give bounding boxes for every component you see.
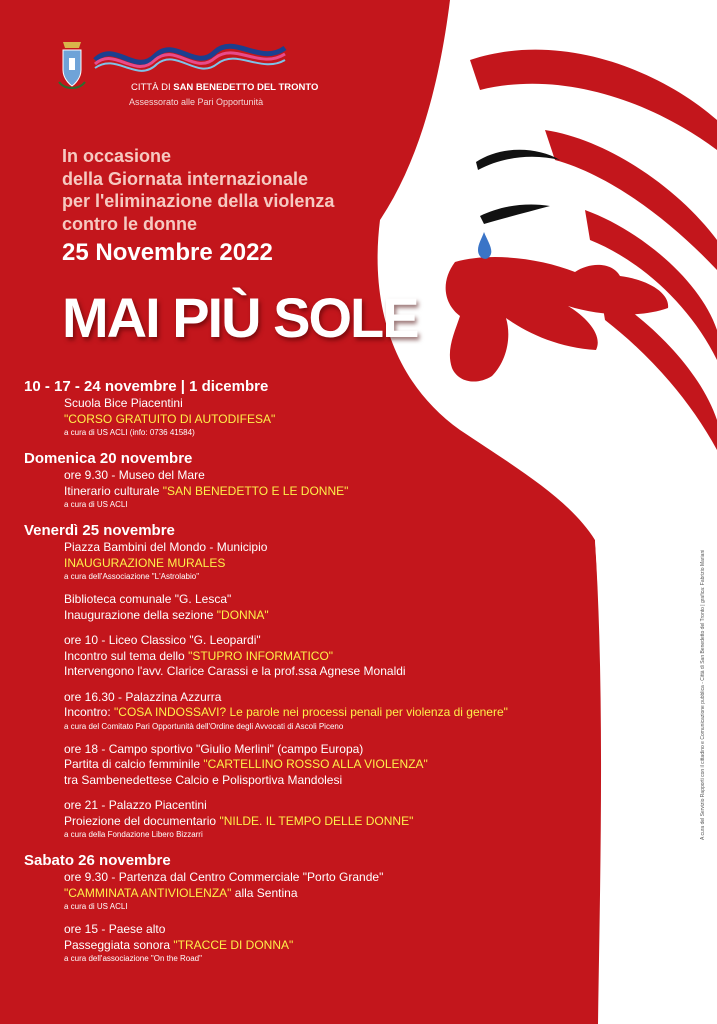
event-desc: Passeggiata sonora — [64, 937, 171, 952]
coat-of-arms-icon — [59, 42, 85, 88]
city-prefix: CITTÀ DI — [131, 82, 171, 93]
event-extra: tra Sambenedettese Calcio e Polisportiva Mandolesi — [64, 772, 343, 787]
event-credit: a cura di US ACLI — [64, 902, 128, 911]
event-credit: a cura dell'Associazione "L'Astrolabio" — [64, 572, 200, 581]
event-place: ore 18 - Campo sportivo "Giulio Merlini" (campo Europa) — [64, 741, 364, 756]
event-place: ore 21 - Palazzo Piacentini — [64, 798, 207, 812]
event-description — [64, 814, 544, 830]
event-highlight: "DONNA" — [216, 607, 269, 622]
event-place: ore 15 - Paese alto — [64, 922, 166, 936]
event-desc: Partita di calcio femminile — [64, 757, 201, 771]
event-highlight: "TRACCE DI DONNA" — [173, 937, 294, 952]
day-events — [24, 540, 544, 840]
event-highlight: "NILDE. IL TEMPO DELLE DONNE" — [219, 813, 414, 828]
event-description — [64, 886, 544, 902]
day-events — [24, 870, 544, 964]
event-description — [64, 608, 544, 624]
event-highlight: "CORSO GRATUITO DI AUTODIFESA" — [64, 411, 276, 426]
city-name — [131, 82, 318, 93]
event-highlight: "COSA INDOSSAVI? Le parole nei processi penali per violenza di genere" — [114, 705, 508, 719]
event-highlight: "STUPRO INFORMATICO" — [188, 648, 334, 663]
event-description — [64, 938, 544, 954]
event-extra: Intervengono l'avv. Clarice Carassi e la prof.ssa Agnese Monaldi — [64, 664, 406, 678]
intro-line: della Giornata internazionale — [62, 168, 309, 189]
event-credit: a cura del Comitato Pari Opportunità dell'Ordine degli Avvocati di Ascoli Piceno — [64, 721, 344, 731]
event-place: ore 10 - Liceo Classico "G. Leopardi" — [64, 633, 261, 647]
day-events — [24, 396, 544, 438]
event-desc: Inaugurazione della sezione — [64, 607, 214, 622]
event-place: Piazza Bambini del Mondo - Municipio — [64, 540, 268, 554]
event-after: alla Sentina — [234, 885, 298, 900]
wave-logo-icon — [95, 46, 285, 71]
intro-line: In occasione — [62, 146, 172, 166]
event-highlight: "CAMMINATA ANTIVIOLENZA" — [64, 885, 232, 900]
event-description — [64, 484, 544, 500]
event-credit: a cura della Fondazione Libero Bizzarri — [64, 830, 203, 839]
event-description — [64, 757, 544, 773]
event-date: 25 Novembre 2022 — [62, 239, 273, 266]
office-name: Assessorato alle Pari Opportunità — [129, 97, 264, 107]
event-highlight: INAUGURAZIONE MURALES — [64, 555, 226, 570]
event-place: Scuola Bice Piacentini — [64, 396, 183, 410]
event-desc: Itinerario culturale — [64, 483, 160, 498]
city-name-bold: SAN BENEDETTO DEL TRONTO — [173, 82, 319, 93]
event-credit: a cura di US ACLI — [64, 500, 128, 509]
day-heading: Venerdì 25 novembre — [24, 522, 175, 539]
event-credit: a cura dell'associazione "On the Road" — [64, 954, 202, 963]
event-description — [64, 705, 544, 721]
day-events — [24, 468, 544, 510]
day-heading: Sabato 26 novembre — [24, 852, 171, 869]
event-highlight: "SAN BENEDETTO E LE DONNE" — [162, 483, 349, 498]
program — [24, 378, 544, 964]
event-desc: Proiezione del documentario — [64, 813, 217, 828]
side-credit: A cura del Servizio Rapporti con il cittadino e Comunicazione pubblica - Città di San Benedetto del Tronto | grafica: Fabrizio Mariani — [700, 549, 706, 840]
intro-line: contro le donne — [62, 213, 197, 234]
event-highlight: "CARTELLINO ROSSO ALLA VIOLENZA" — [203, 757, 428, 771]
day-heading: Domenica 20 novembre — [24, 450, 193, 467]
intro-line: per l'eliminazione della violenza — [62, 191, 335, 211]
event-place: Biblioteca comunale "G. Lesca" — [64, 592, 232, 606]
event-credit: a cura di US ACLI (info: 0736 41584) — [64, 428, 195, 437]
event-place: ore 16.30 - Palazzina Azzurra — [64, 689, 222, 704]
event-desc: Incontro sul tema dello — [64, 648, 185, 663]
intro-text — [62, 145, 382, 235]
event-description — [64, 649, 544, 665]
day-heading: 10 - 17 - 24 novembre | 1 dicembre — [24, 378, 269, 395]
poster-title: MAI PIÙ SOLE — [62, 286, 418, 349]
event-place: ore 9.30 - Partenza dal Centro Commerciale "Porto Grande" — [64, 870, 384, 884]
event-place: ore 9.30 - Museo del Mare — [64, 468, 205, 482]
event-desc: Incontro: — [64, 705, 111, 719]
